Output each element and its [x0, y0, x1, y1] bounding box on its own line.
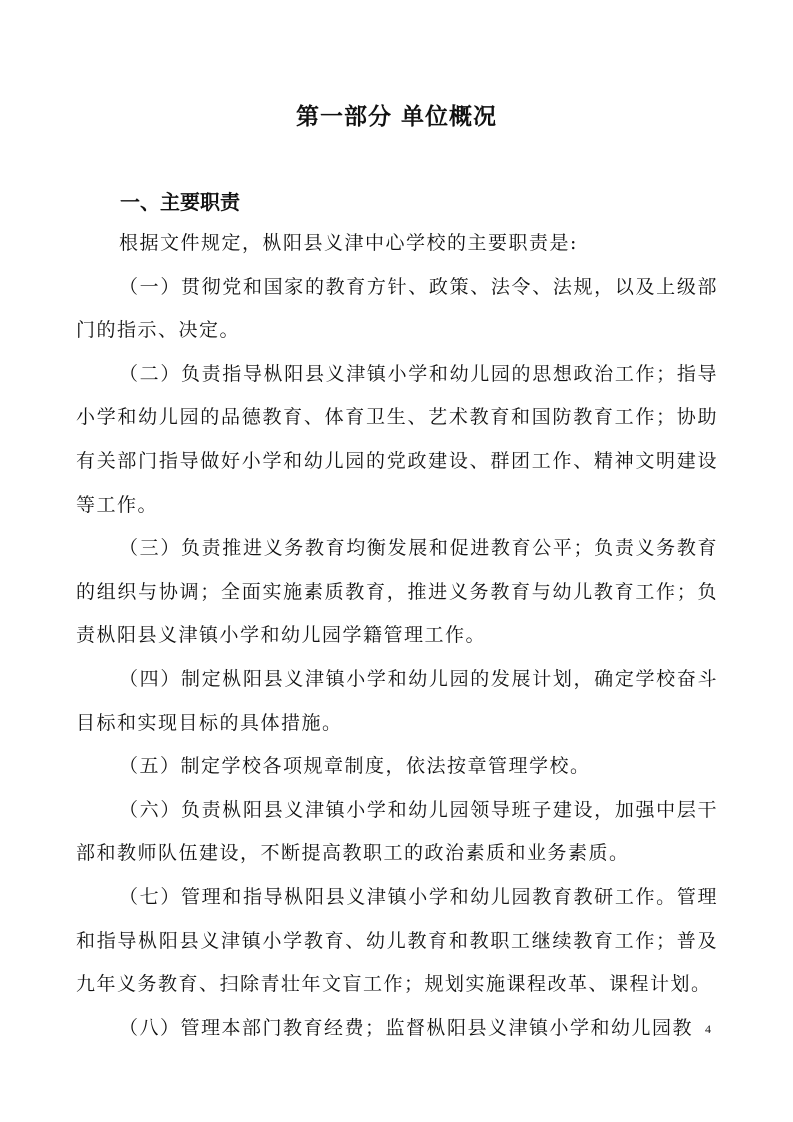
paragraph-item-5: （五）制定学校各项规章制度，依法按章管理学校。 [119, 755, 591, 778]
paragraph-item-7: （七）管理和指导枞阳县义津镇小学和幼儿园教育教研工作。管理和指导枞阳县义津镇小学教育、幼儿教育和教职工继续教育工作；普及九年义务教育、扫除青壮年文盲工作；规划实施课程改革、课程计划。 [76, 885, 718, 996]
body-text [76, 222, 718, 1050]
paragraph-item-3: （三）负责推进义务教育均衡发展和促进教育公平；负责义务教育的组织与协调；全面实施素质教育，推进义务教育与幼儿教育工作；负责枞阳县义津镇小学和幼儿园学籍管理工作。 [76, 537, 718, 647]
section-heading: 一、主要职责 [120, 190, 240, 214]
paragraph-item-1: （一）贯彻党和国家的教育方针、政策、法令、法规，以及上级部门的指示、决定。 [76, 275, 718, 342]
paragraph-item-6: （六）负责枞阳县义津镇小学和幼儿园领导班子建设，加强中层干部和教师队伍建设，不断提高教职工的政治素质和业务素质。 [76, 798, 718, 865]
paragraph-item-4: （四）制定枞阳县义津镇小学和幼儿园的发展计划，确定学校奋斗目标和实现目标的具体措施。 [76, 667, 718, 734]
paragraph-item-2: （二）负责指导枞阳县义津镇小学和幼儿园的思想政治工作；指导小学和幼儿园的品德教育、体育卫生、艺术教育和国防教育工作；协助有关部门指导做好小学和幼儿园的党政建设、群团工作、精神文明建设等工作。 [76, 362, 718, 516]
paragraph-item-8: （八）管理本部门教育经费；监督枞阳县义津镇小学和幼儿园教 [119, 1016, 694, 1039]
page-title: 第一部分 单位概况 [295, 104, 497, 130]
paragraph-intro: 根据文件规定，枞阳县义津中心学校的主要职责是: [119, 232, 578, 254]
page-number: 4 [705, 1022, 711, 1036]
